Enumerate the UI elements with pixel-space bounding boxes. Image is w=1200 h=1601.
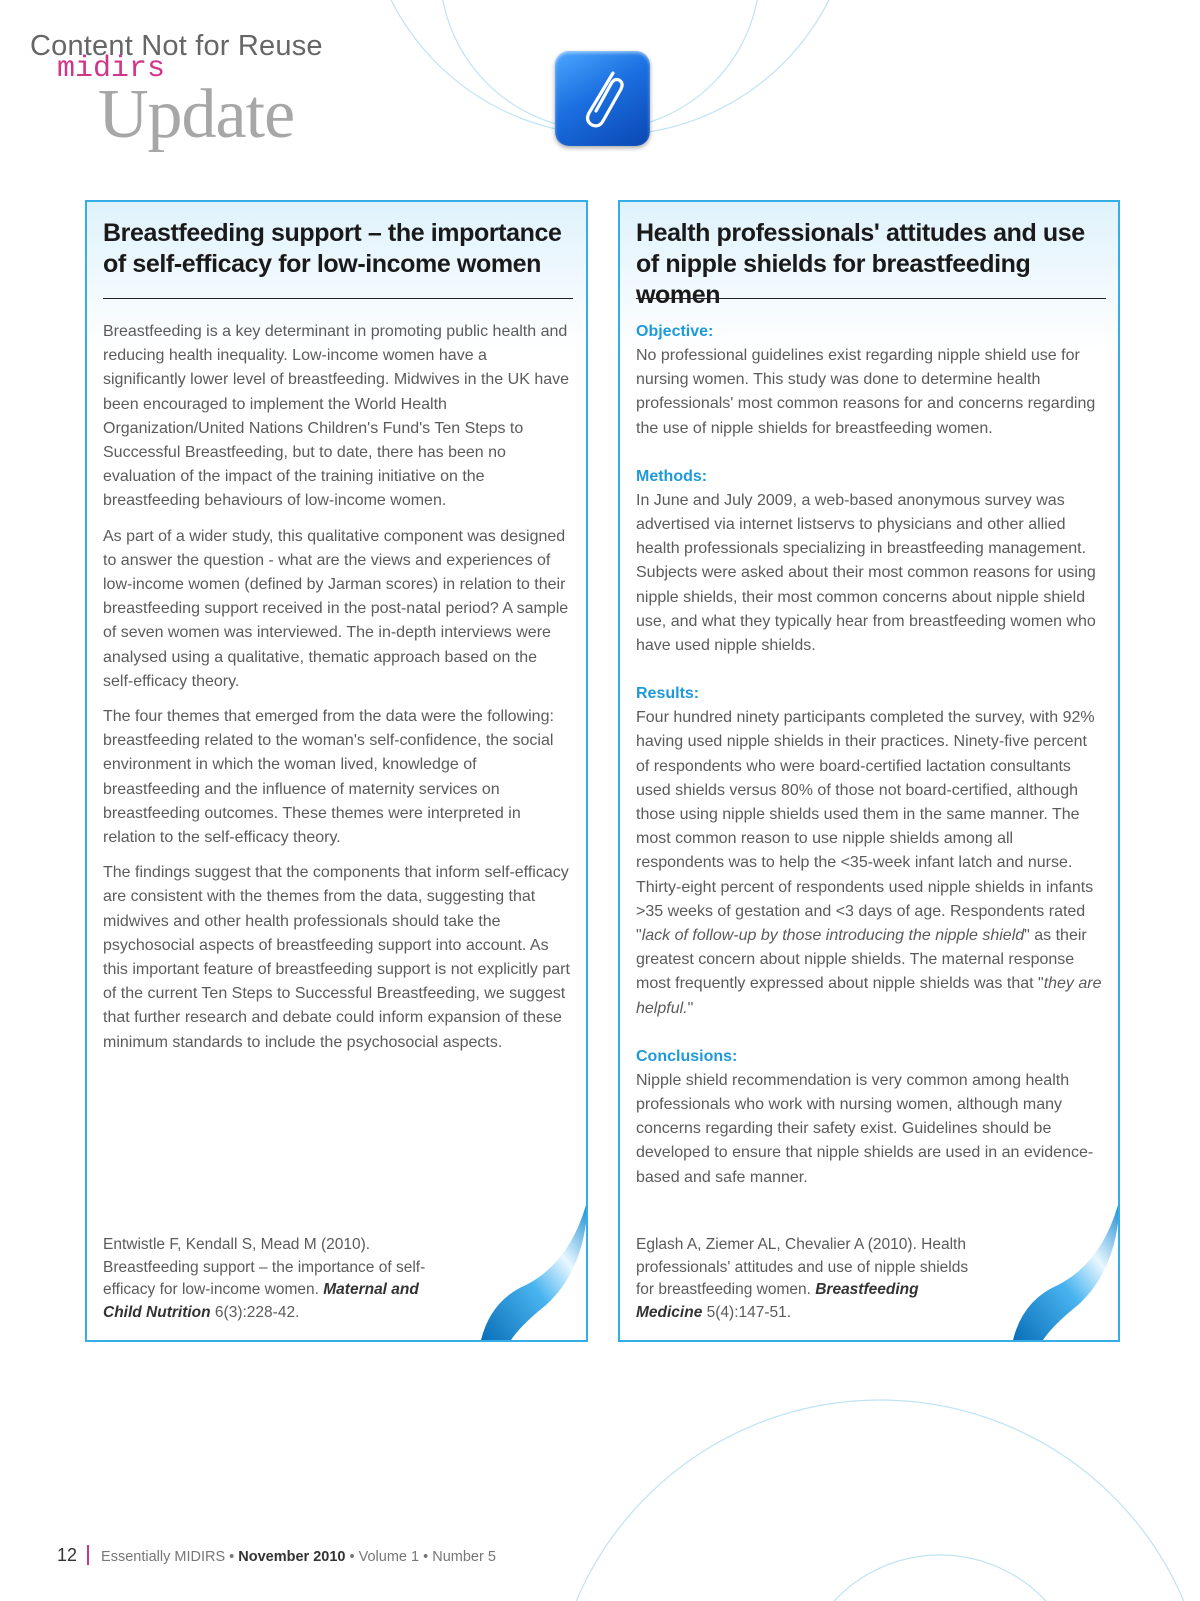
citation-journal: Breastfeeding Medicine bbox=[636, 1281, 919, 1321]
issue-number: Number 5 bbox=[432, 1549, 496, 1565]
watermark-text: Content Not for Reuse bbox=[30, 30, 323, 62]
conclusions-heading: Conclusions: bbox=[636, 1047, 738, 1065]
footer-divider bbox=[87, 1545, 89, 1565]
footer-separator: • bbox=[349, 1549, 355, 1565]
objective-section bbox=[636, 320, 1104, 441]
left-article-citation bbox=[103, 1234, 448, 1324]
issue-date: November 2010 bbox=[238, 1549, 346, 1565]
methods-text: In June and July 2009, a web-based anonymous survey was advertised via internet listservs to physicians and other allied health professionals specializing in breastfeeding management. Subjects were asked about their most common reasons for using nipple shields, their most common concerns about nipple shield use, and what they typically hear from breastfeeding women who have used nipple shields. bbox=[636, 491, 1096, 655]
right-article-body bbox=[636, 320, 1104, 1214]
left-article-body bbox=[103, 320, 571, 1066]
results-quote: lack of follow-up by those introducing the nipple shield bbox=[641, 927, 1025, 945]
results-part: Four hundred ninety participants completed the survey, with 92% having used nipple shields in their practices. Ninety-five percent of respondents who were board-certified lactation consultants used shields versus 80% of those not board-certified, although those using nipple shields used them in the same manner. The most common reason to use nipple shields among all respondents was to help the <35-week infant latch and nurse. Thirty-eight percent of respondents used nipple shields in infants >35 weeks of gestation and <3 days of age. Respondents rated " bbox=[636, 709, 1095, 945]
page-curl-icon bbox=[983, 1205, 1118, 1340]
objective-text: No professional guidelines exist regarding nipple shield use for nursing women. This study was done to determine health professionals' most common reasons for and concerns regarding the use of nipple shields for breastfeeding women. bbox=[636, 347, 1096, 437]
results-text bbox=[636, 706, 1104, 1021]
objective-heading: Objective: bbox=[636, 323, 714, 340]
results-heading: Results: bbox=[636, 685, 700, 703]
page-number: 12 bbox=[57, 1545, 78, 1565]
methods-section bbox=[636, 465, 1104, 658]
citation-ref: 5(4):147-51. bbox=[702, 1303, 792, 1321]
issue-volume: Volume 1 bbox=[358, 1549, 420, 1565]
results-quote: they are helpful. bbox=[636, 975, 1102, 1017]
results-part: " bbox=[687, 999, 694, 1017]
brand-update: Update bbox=[98, 76, 295, 153]
paragraph: As part of a wider study, this qualitative component was designed to answer the question - what are the views and experiences of low-income women (defined by Jarman scores) in relation to their breastfeeding support received in the post-natal period? A sample of seven women was interviewed. The in-depth interviews were analysed using a qualitative, thematic approach based on the self-efficacy theory. bbox=[103, 527, 569, 690]
page-footer bbox=[57, 1545, 496, 1566]
left-article-title: Breastfeeding support – the importance of self-efficacy for low-income women bbox=[103, 219, 562, 278]
methods-heading: Methods: bbox=[636, 467, 708, 485]
conclusions-section bbox=[636, 1045, 1104, 1190]
citation-authors: Eglash A, Ziemer AL, Chevalier A (2010). Health professionals' attitudes and use of nipple shields for breastfeeding women. bbox=[636, 1236, 969, 1298]
conclusions-text: Nipple shield recommendation is very common among health professionals who work with nursing women, although many concerns regarding their safety exist. Guidelines should be developed to ensure that nipple shields are used in an evidence-based and safe manner. bbox=[636, 1071, 1094, 1186]
left-article-panel bbox=[85, 200, 588, 1342]
paragraph: The findings suggest that the components that inform self-efficacy are consistent with the themes from the data, suggesting that midwives and other health professionals should take the psychosocial aspects of breastfeeding support into account. As this important feature of breastfeeding support is not explicitly part of the current Ten Steps to Successful Breastfeeding, we suggest that further research and debate could inform expansion of these minimum standards to include the psychosocial aspects. bbox=[103, 864, 570, 1051]
page-curl-icon bbox=[451, 1205, 586, 1340]
title-divider bbox=[103, 298, 573, 299]
footer-separator: • bbox=[229, 1549, 235, 1565]
right-article-citation bbox=[636, 1234, 981, 1324]
paragraph: Breastfeeding is a key determinant in promoting public health and reducing health inequality. Low-income women have a significantly lower level of breastfeeding. Midwives in the UK have been encouraged to implement the World Health Organization/United Nations Children's Fund's Ten Steps to Successful Breastfeeding, but to date, there has been no evaluation of the impact of the training initiative on the breastfeeding behaviours of low-income women. bbox=[103, 323, 570, 510]
right-article-title: Health professionals' attitudes and use of nipple shields for breastfeeding women bbox=[636, 219, 1085, 309]
citation-journal: Maternal and Child Nutrition bbox=[103, 1281, 419, 1321]
results-section bbox=[636, 682, 1104, 1021]
footer-separator: • bbox=[423, 1549, 429, 1565]
paperclip-icon bbox=[555, 51, 650, 146]
citation-authors: Entwistle F, Kendall S, Mead M (2010). Breastfeeding support – the importance of self-efficacy for low-income women. bbox=[103, 1236, 426, 1298]
right-article-panel bbox=[618, 200, 1120, 1342]
brand-midirs: midirs bbox=[57, 52, 166, 86]
results-part: " as their greatest concern about nipple shields. The maternal response most frequently expressed about nipple shields was that " bbox=[636, 927, 1087, 993]
title-divider bbox=[636, 298, 1106, 299]
paragraph: The four themes that emerged from the data were the following: breastfeeding related to the woman's self-confidence, the social environment in which the woman lived, knowledge of breastfeeding and the influence of maternity services on breastfeeding outcomes. These themes were interpreted in relation to the self-efficacy theory. bbox=[103, 708, 554, 847]
publication-name: Essentially MIDIRS bbox=[101, 1549, 226, 1565]
citation-ref: 6(3):228-42. bbox=[210, 1303, 300, 1321]
